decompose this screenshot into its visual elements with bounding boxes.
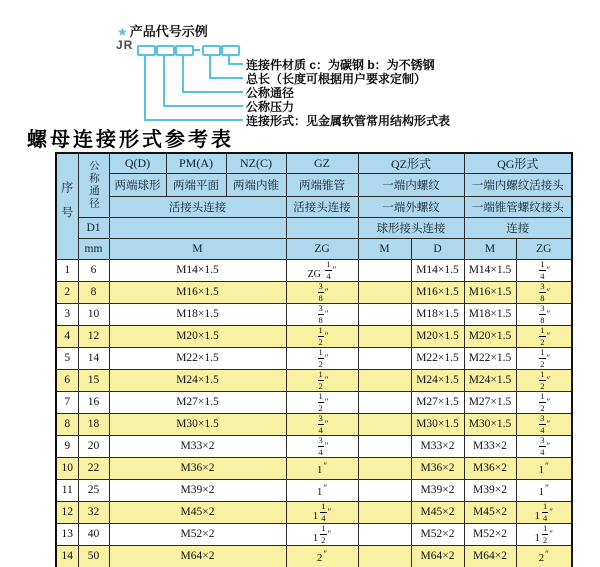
cell-qz-d: M64×2 — [411, 545, 464, 567]
cell-dn: 25 — [78, 479, 109, 501]
cell-seq: 4 — [56, 325, 78, 347]
header-blank — [286, 217, 358, 238]
cell-seq: 7 — [56, 391, 78, 413]
cell-qg-zg: 1 $\frac{1}{2}$ ″ — [516, 523, 572, 545]
cell-thread-m: M64×2 — [109, 545, 286, 567]
connector-line — [228, 63, 243, 65]
cell-thread-m: M39×2 — [109, 479, 286, 501]
header-joint-type: 球形接头连接 — [358, 217, 464, 238]
cell-qz-m — [358, 325, 411, 347]
cell-thread-m: M36×2 — [109, 457, 286, 479]
header-group-qg: QG形式 — [464, 153, 572, 173]
cell-qg-zg: $\frac{1}{2}$ ″ — [516, 325, 572, 347]
star-icon: ★ — [117, 25, 128, 39]
header-connection-type: 活接头连接 — [109, 196, 286, 217]
cell-thread-m: M18×1.5 — [109, 303, 286, 325]
cell-qz-m — [358, 479, 411, 501]
cell-qg-zg: $\frac{1}{2}$ ″ — [516, 391, 572, 413]
cell-seq: 14 — [56, 545, 78, 567]
table-title: 螺母连接形式参考表 — [27, 127, 234, 151]
cell-thread-m: M30×1.5 — [109, 413, 286, 435]
product-code-heading-text: 产品代号示例 — [129, 24, 208, 39]
cell-qg-m: M33×2 — [464, 435, 516, 457]
cell-gz-zg: $\frac{3}{8}$ ″ — [286, 281, 358, 303]
code-box — [175, 45, 194, 56]
cell-seq: 12 — [56, 501, 78, 523]
cell-dn: 32 — [78, 501, 109, 523]
table-row — [56, 325, 572, 347]
cell-thread-m: M14×1.5 — [109, 259, 286, 281]
header-seq: 序号 — [56, 153, 78, 259]
connector-line — [163, 54, 165, 106]
cell-qz-d: M22×1.5 — [411, 347, 464, 369]
table-row — [56, 479, 572, 501]
header-end-type: 两端球形 — [109, 173, 166, 196]
table-body — [56, 259, 572, 567]
cell-dn: 14 — [78, 347, 109, 369]
cell-qg-zg: 1″ — [516, 457, 572, 479]
connector-line — [209, 54, 211, 78]
cell-qz-m — [358, 347, 411, 369]
cell-qg-m: M36×2 — [464, 457, 516, 479]
cell-qg-m: M14×1.5 — [464, 259, 516, 281]
header-group-gz: GZ — [286, 153, 358, 173]
header-d1: D1 — [78, 217, 109, 238]
cell-gz-zg: $\frac{1}{2}$ ″ — [286, 391, 358, 413]
cell-qz-d: M16×1.5 — [411, 281, 464, 303]
cell-dn: 18 — [78, 413, 109, 435]
cell-dn: 15 — [78, 369, 109, 391]
connector-line — [163, 105, 243, 107]
header-unit-mm: mm — [78, 238, 109, 259]
cell-qg-zg: 2″ — [516, 545, 572, 567]
cell-dn: 8 — [78, 281, 109, 303]
cell-seq: 8 — [56, 413, 78, 435]
cell-gz-zg: $\frac{1}{2}$ ″ — [286, 325, 358, 347]
cell-qz-m — [358, 545, 411, 567]
cell-qg-zg: 1 $\frac{1}{4}$ ″ — [516, 501, 572, 523]
code-box — [202, 45, 221, 56]
header-connection-type: 一端外螺纹 — [358, 196, 464, 217]
header-end-type: 一端内螺纹活接头 — [464, 173, 572, 196]
cell-qg-zg: 1″ — [516, 479, 572, 501]
header-blank — [109, 217, 286, 238]
cell-qz-d: M24×1.5 — [411, 369, 464, 391]
cell-qg-zg: $\frac{1}{2}$ ″ — [516, 369, 572, 391]
connector-line — [144, 119, 243, 121]
table-row — [56, 413, 572, 435]
cell-qg-zg: $\frac{3}{8}$ ″ — [516, 281, 572, 303]
cell-thread-m: M52×2 — [109, 523, 286, 545]
table-row — [56, 391, 572, 413]
cell-dn: 40 — [78, 523, 109, 545]
connector-line — [144, 54, 146, 120]
cell-qz-d: M33×2 — [411, 435, 464, 457]
header-end-type: 两端内锥 — [226, 173, 286, 196]
cell-qg-m: M52×2 — [464, 523, 516, 545]
cell-qz-m — [358, 391, 411, 413]
cell-qz-m — [358, 281, 411, 303]
cell-qg-zg: $\frac{3}{4}$ ″ — [516, 435, 572, 457]
header-joint-type: 连接 — [464, 217, 572, 238]
cell-qz-d: M18×1.5 — [411, 303, 464, 325]
code-label-material: 连接件材质 c：为碳钢 b：为不锈钢 — [246, 58, 435, 72]
cell-gz-zg: 1″ — [286, 479, 358, 501]
cell-gz-zg: ZG $\frac{1}{4}$ ″ — [286, 259, 358, 281]
cell-dn: 10 — [78, 303, 109, 325]
table-row — [56, 369, 572, 391]
table-row — [56, 347, 572, 369]
header-connection-type: 活接头连接 — [286, 196, 358, 217]
table-row — [56, 457, 572, 479]
cell-dn: 16 — [78, 391, 109, 413]
cell-gz-zg: 1 $\frac{1}{2}$ ″ — [286, 523, 358, 545]
table-row — [56, 523, 572, 545]
cell-qg-m: M30×1.5 — [464, 413, 516, 435]
connector-line — [182, 54, 184, 92]
cell-gz-zg: 1″ — [286, 457, 358, 479]
header-unit: M — [358, 238, 411, 259]
cell-seq: 2 — [56, 281, 78, 303]
cell-qz-d: M20×1.5 — [411, 325, 464, 347]
cell-thread-m: M27×1.5 — [109, 391, 286, 413]
cell-qz-m — [358, 435, 411, 457]
cell-qz-d: M39×2 — [411, 479, 464, 501]
cell-qg-m: M20×1.5 — [464, 325, 516, 347]
cell-dn: 6 — [78, 259, 109, 281]
header-group-qd: Q(D) — [109, 153, 166, 173]
cell-qz-d: M36×2 — [411, 457, 464, 479]
cell-qz-m — [358, 303, 411, 325]
cell-qg-m: M24×1.5 — [464, 369, 516, 391]
code-label-connection: 连接形式：见金属软管常用结构形式表 — [246, 114, 451, 128]
cell-qz-m — [358, 369, 411, 391]
code-label-diameter: 公称通径 — [246, 86, 295, 100]
cell-qg-m: M45×2 — [464, 501, 516, 523]
nut-connection-table — [55, 152, 573, 567]
header-nominal-diameter: 公称通径 — [78, 153, 109, 217]
header-group-nzc: NZ(C) — [226, 153, 286, 173]
header-unit: ZG — [286, 238, 358, 259]
cell-dn: 50 — [78, 545, 109, 567]
header-group-pma: PM(A) — [166, 153, 226, 173]
cell-qz-m — [358, 413, 411, 435]
cell-thread-m: M45×2 — [109, 501, 286, 523]
cell-qz-d: M30×1.5 — [411, 413, 464, 435]
cell-qg-m: M64×2 — [464, 545, 516, 567]
cell-seq: 1 — [56, 259, 78, 281]
header-unit: M — [464, 238, 516, 259]
cell-qg-m: M16×1.5 — [464, 281, 516, 303]
code-label-length: 总长（长度可根据用户要求定制） — [246, 72, 427, 86]
table-row — [56, 435, 572, 457]
cell-qz-d: M14×1.5 — [411, 259, 464, 281]
code-box — [221, 45, 240, 56]
code-separator-dash — [192, 49, 200, 51]
cell-thread-m: M16×1.5 — [109, 281, 286, 303]
header-unit: D — [411, 238, 464, 259]
cell-qg-m: M39×2 — [464, 479, 516, 501]
cell-seq: 9 — [56, 435, 78, 457]
code-label-pressure: 公称压力 — [246, 100, 295, 114]
cell-seq: 13 — [56, 523, 78, 545]
cell-qz-d: M45×2 — [411, 501, 464, 523]
cell-qz-m — [358, 259, 411, 281]
cell-gz-zg: $\frac{3}{8}$ ″ — [286, 303, 358, 325]
header-end-type: 两端平面 — [166, 173, 226, 196]
cell-qz-d: M27×1.5 — [411, 391, 464, 413]
table-row — [56, 259, 572, 281]
cell-qz-m — [358, 523, 411, 545]
cell-seq: 11 — [56, 479, 78, 501]
cell-seq: 5 — [56, 347, 78, 369]
cell-dn: 20 — [78, 435, 109, 457]
cell-qz-m — [358, 501, 411, 523]
cell-gz-zg: $\frac{3}{4}$ ″ — [286, 413, 358, 435]
cell-dn: 12 — [78, 325, 109, 347]
header-end-type: 一端内螺纹 — [358, 173, 464, 196]
cell-qg-zg: $\frac{1}{4}$ ″ — [516, 259, 572, 281]
header-end-type: 两端锥管 — [286, 173, 358, 196]
code-box — [137, 45, 156, 56]
cell-gz-zg: 1 $\frac{1}{4}$ ″ — [286, 501, 358, 523]
cell-qg-zg: $\frac{3}{4}$ ″ — [516, 413, 572, 435]
connector-line — [182, 91, 243, 93]
cell-qg-m: M27×1.5 — [464, 391, 516, 413]
header-connection-type: 一端锥管螺纹接头 — [464, 196, 572, 217]
cell-thread-m: M22×1.5 — [109, 347, 286, 369]
cell-gz-zg: $\frac{1}{2}$ ″ — [286, 369, 358, 391]
table-row — [56, 281, 572, 303]
header-group-qz: QZ形式 — [358, 153, 464, 173]
cell-gz-zg: $\frac{3}{4}$ ″ — [286, 435, 358, 457]
cell-qg-m: M22×1.5 — [464, 347, 516, 369]
cell-seq: 10 — [56, 457, 78, 479]
cell-dn: 22 — [78, 457, 109, 479]
cell-thread-m: M20×1.5 — [109, 325, 286, 347]
header-unit: ZG — [516, 238, 572, 259]
cell-seq: 3 — [56, 303, 78, 325]
cell-gz-zg: $\frac{1}{2}$ ″ — [286, 347, 358, 369]
cell-qz-m — [358, 457, 411, 479]
cell-seq: 6 — [56, 369, 78, 391]
cell-thread-m: M24×1.5 — [109, 369, 286, 391]
code-prefix: JR — [116, 38, 134, 52]
cell-qg-zg: $\frac{1}{2}$ ″ — [516, 347, 572, 369]
table-row — [56, 545, 572, 567]
cell-gz-zg: 2″ — [286, 545, 358, 567]
cell-qz-d: M52×2 — [411, 523, 464, 545]
cell-qg-zg: $\frac{3}{8}$ ″ — [516, 303, 572, 325]
header-unit: M — [109, 238, 286, 259]
table-row — [56, 303, 572, 325]
table-row — [56, 501, 572, 523]
cell-thread-m: M33×2 — [109, 435, 286, 457]
code-box — [156, 45, 175, 56]
connector-line — [209, 77, 243, 79]
cell-qg-m: M18×1.5 — [464, 303, 516, 325]
